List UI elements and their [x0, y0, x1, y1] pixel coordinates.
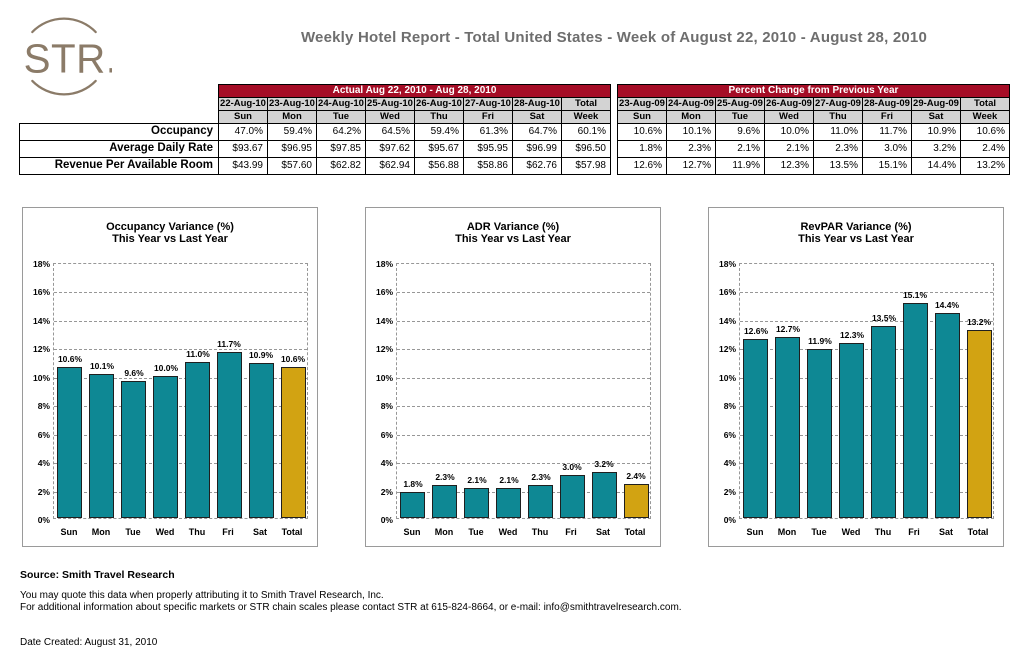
x-axis-category-label: Sun [403, 527, 421, 537]
chart-plot-area [739, 263, 994, 519]
table-corner-spacer [20, 111, 219, 124]
bar-total [967, 330, 992, 518]
day-header-cell: Mon [268, 111, 317, 124]
value-cell: $96.99 [513, 141, 562, 158]
gridline [397, 321, 650, 322]
value-cell: 15.1% [863, 158, 912, 175]
value-cell: 14.4% [912, 158, 961, 175]
y-axis-tick-label: 4% [37, 458, 50, 468]
day-header-cell: Thu [415, 111, 464, 124]
bar-value-label: 2.1% [467, 475, 487, 485]
y-axis-tick-label: 10% [375, 373, 393, 383]
date-header-cell: 28-Aug-10 [514, 98, 560, 110]
value-cell: 13.2% [961, 158, 1010, 175]
x-axis-category-label: Wed [841, 527, 861, 537]
footer-source: Source: Smith Travel Research [20, 569, 175, 581]
bar-value-label: 10.1% [89, 361, 115, 371]
x-axis-category-label: Thu [188, 527, 206, 537]
value-cell: $96.50 [562, 141, 611, 158]
chart-panel-revpar-variance [708, 207, 1004, 547]
x-axis-category-label: Sat [938, 527, 953, 537]
gridline [397, 378, 650, 379]
y-axis-tick-label: 18% [718, 259, 736, 269]
metric-row [20, 141, 1010, 158]
chart-title: Occupancy Variance (%) [106, 221, 234, 233]
chart-plot-area [396, 263, 651, 519]
date-header-cell: 23-Aug-09 [619, 98, 665, 110]
value-cell: $56.88 [415, 158, 464, 175]
x-axis-category-label: Total [281, 527, 303, 537]
date-header-cell: 25-Aug-09 [717, 98, 763, 110]
value-cell: 59.4% [415, 124, 464, 141]
value-cell: 12.7% [667, 158, 716, 175]
value-cell: 60.1% [562, 124, 611, 141]
y-axis-tick-label: 16% [375, 287, 393, 297]
bar-value-label: 11.9% [808, 336, 832, 346]
bar-value-label: 12.7% [775, 324, 801, 334]
value-cell: 2.1% [716, 141, 765, 158]
value-cell: $62.76 [513, 158, 562, 175]
bar-wed [839, 343, 864, 518]
metric-row [20, 124, 1010, 141]
y-axis-tick-label: 6% [380, 430, 393, 440]
date-header-cell: 23-Aug-10 [269, 98, 315, 110]
day-header-cell: Sat [513, 111, 562, 124]
y-axis-tick-label: 16% [32, 287, 50, 297]
bar-value-label: 11.0% [186, 349, 210, 359]
value-cell: 10.9% [912, 124, 961, 141]
bar-fri [903, 303, 928, 518]
bar-value-label: 10.9% [248, 350, 274, 360]
day-header-cell: Week [961, 111, 1010, 124]
str-logo-text: STR. [23, 35, 112, 82]
value-cell: 1.8% [618, 141, 667, 158]
bar-total [624, 484, 649, 518]
bar-sun [400, 492, 425, 518]
y-axis-tick-label: 10% [718, 373, 736, 383]
summary-table-container [19, 84, 1010, 175]
table-corner-spacer [20, 85, 219, 98]
bar-tue [464, 488, 489, 518]
bar-sat [935, 313, 960, 518]
bar-value-label: 10.6% [280, 354, 306, 364]
date-header-cell: 28-Aug-09 [864, 98, 910, 110]
day-header-cell: Week [562, 111, 611, 124]
y-axis-tick-label: 14% [718, 316, 736, 326]
section-gap [611, 98, 618, 111]
day-header-cell: Fri [464, 111, 513, 124]
value-cell: $57.98 [562, 158, 611, 175]
bar-value-label: 2.3% [435, 472, 455, 482]
bar-mon [775, 337, 800, 518]
chart-plot-area [53, 263, 308, 519]
y-axis-tick-label: 0% [723, 515, 736, 525]
date-header-cell: Total [562, 98, 611, 111]
y-axis-tick-label: 18% [375, 259, 393, 269]
bar-value-label: 2.3% [531, 472, 551, 482]
report-title: Weekly Hotel Report - Total United States - Week of August 22, 2010 - August 28, 2010 [300, 29, 928, 46]
section-header: Percent Change from Previous Year [618, 85, 1010, 98]
row-label: Revenue Per Available Room [20, 158, 219, 175]
y-axis-tick-label: 0% [37, 515, 50, 525]
value-cell: $57.60 [268, 158, 317, 175]
bar-fri [560, 475, 585, 518]
value-cell: $95.67 [415, 141, 464, 158]
y-axis-tick-label: 4% [380, 458, 393, 468]
bar-value-label: 3.2% [594, 459, 614, 469]
y-axis-tick-label: 4% [723, 458, 736, 468]
value-cell: 10.0% [765, 124, 814, 141]
row-label: Average Daily Rate [20, 141, 219, 158]
x-axis-category-label: Fri [908, 527, 920, 537]
bar-sat [249, 363, 274, 518]
bar-sun [743, 339, 768, 518]
value-cell: 61.3% [464, 124, 513, 141]
y-axis-tick-label: 14% [32, 316, 50, 326]
bar-thu [528, 485, 553, 518]
value-cell: 3.2% [912, 141, 961, 158]
bar-sun [57, 367, 82, 518]
chart-title: ADR Variance (%) [466, 221, 560, 233]
y-axis-tick-label: 12% [32, 344, 50, 354]
bar-value-label: 1.8% [403, 479, 423, 489]
value-cell: $97.62 [366, 141, 415, 158]
y-axis-tick-label: 2% [380, 487, 393, 497]
gridline [740, 292, 993, 293]
value-cell: 2.4% [961, 141, 1010, 158]
bar-value-label: 2.4% [626, 471, 646, 481]
y-axis-tick-label: 6% [37, 430, 50, 440]
weekly-summary-table [19, 84, 1010, 175]
bar-thu [871, 326, 896, 518]
bar-mon [432, 485, 457, 518]
x-axis-category-label: Sun [746, 527, 764, 537]
value-cell: 13.5% [814, 158, 863, 175]
x-axis-category-label: Tue [125, 527, 141, 537]
bar-fri [217, 352, 242, 518]
y-axis-tick-label: 14% [375, 316, 393, 326]
x-axis-category-label: Wed [155, 527, 175, 537]
value-cell: $62.82 [317, 158, 366, 175]
y-axis-tick-label: 2% [723, 487, 736, 497]
x-axis-category-label: Thu [874, 527, 892, 537]
y-axis-tick-label: 10% [32, 373, 50, 383]
gridline [397, 406, 650, 407]
chart-panel-adr-variance [365, 207, 661, 547]
value-cell: 59.4% [268, 124, 317, 141]
value-cell: 3.0% [863, 141, 912, 158]
date-header-cell: 27-Aug-10 [465, 98, 511, 110]
footer-contact-line: For additional information about specific markets or STR chain scales please contact STR at 615-824-8664, or e-mail: info@smithtravelresearch.com. [20, 602, 682, 613]
x-axis-category-label: Mon [91, 527, 111, 537]
x-axis-category-label: Thu [531, 527, 549, 537]
value-cell: 11.9% [716, 158, 765, 175]
bar-wed [496, 488, 521, 518]
value-cell: $62.94 [366, 158, 415, 175]
y-axis-tick-label: 18% [32, 259, 50, 269]
gridline [397, 292, 650, 293]
gridline [54, 321, 307, 322]
date-header-cell: 26-Aug-10 [416, 98, 462, 110]
gridline [54, 292, 307, 293]
date-header-cell: 27-Aug-09 [815, 98, 861, 110]
x-axis-category-label: Tue [468, 527, 484, 537]
y-axis-tick-label: 8% [37, 401, 50, 411]
value-cell: 64.7% [513, 124, 562, 141]
bar-tue [807, 349, 832, 518]
chart-panel-occupancy-variance [22, 207, 318, 547]
value-cell: 10.6% [618, 124, 667, 141]
day-header-cell: Tue [716, 111, 765, 124]
row-label: Occupancy [20, 124, 219, 141]
y-axis-tick-label: 8% [723, 401, 736, 411]
value-cell: $58.86 [464, 158, 513, 175]
date-header-cell: 29-Aug-09 [913, 98, 959, 110]
bar-value-label: 11.7% [217, 339, 241, 349]
date-header-cell: 22-Aug-10 [220, 98, 266, 110]
bar-wed [153, 376, 178, 518]
x-axis-category-label: Mon [777, 527, 797, 537]
value-cell: 64.2% [317, 124, 366, 141]
bar-value-label: 2.1% [499, 475, 519, 485]
x-axis-category-label: Total [624, 527, 646, 537]
value-cell: $97.85 [317, 141, 366, 158]
x-axis-category-label: Sun [60, 527, 78, 537]
section-gap [611, 141, 618, 158]
day-header-cell: Sun [219, 111, 268, 124]
day-header-cell: Tue [317, 111, 366, 124]
value-cell: $43.99 [219, 158, 268, 175]
value-cell: 11.0% [814, 124, 863, 141]
section-gap [611, 158, 618, 175]
bar-sat [592, 472, 617, 518]
x-axis-category-label: Wed [498, 527, 518, 537]
x-axis-category-label: Total [967, 527, 989, 537]
bar-mon [89, 374, 114, 518]
value-cell: 12.3% [765, 158, 814, 175]
charts-row [0, 207, 1024, 548]
chart-subtitle: This Year vs Last Year [455, 233, 571, 245]
bar-value-label: 12.6% [743, 326, 769, 336]
metric-row [20, 158, 1010, 175]
y-axis-tick-label: 12% [718, 344, 736, 354]
footer-date-created: Date Created: August 31, 2010 [20, 637, 158, 648]
y-axis-tick-label: 12% [375, 344, 393, 354]
table-corner-spacer [20, 98, 219, 111]
day-header-cell: Wed [366, 111, 415, 124]
section-gap [611, 124, 618, 141]
value-cell: $95.95 [464, 141, 513, 158]
day-header-cell: Sat [912, 111, 961, 124]
value-cell: $96.95 [268, 141, 317, 158]
date-header-cell: 26-Aug-09 [766, 98, 812, 110]
x-axis-category-label: Fri [565, 527, 577, 537]
date-header-cell: 24-Aug-10 [318, 98, 364, 110]
value-cell: 64.5% [366, 124, 415, 141]
bar-value-label: 9.6% [124, 368, 144, 378]
value-cell: 2.1% [765, 141, 814, 158]
y-axis-tick-label: 8% [380, 401, 393, 411]
bar-thu [185, 362, 210, 518]
value-cell: 11.7% [863, 124, 912, 141]
bar-value-label: 12.3% [839, 330, 865, 340]
bar-total [281, 367, 306, 518]
y-axis-tick-label: 0% [380, 515, 393, 525]
x-axis-category-label: Tue [811, 527, 827, 537]
section-gap [611, 85, 618, 98]
y-axis-tick-label: 6% [723, 430, 736, 440]
bar-value-label: 15.1% [902, 290, 928, 300]
bar-value-label: 10.6% [57, 354, 83, 364]
chart-subtitle: This Year vs Last Year [112, 233, 228, 245]
value-cell: 10.1% [667, 124, 716, 141]
gridline [397, 435, 650, 436]
value-cell: 9.6% [716, 124, 765, 141]
date-header-cell: 25-Aug-10 [367, 98, 413, 110]
chart-subtitle: This Year vs Last Year [798, 233, 914, 245]
bar-value-label: 14.4% [934, 300, 960, 310]
bar-value-label: 13.2% [966, 317, 992, 327]
bar-value-label: 3.0% [562, 462, 582, 472]
chart-title: RevPAR Variance (%) [800, 221, 912, 233]
value-cell: 47.0% [219, 124, 268, 141]
day-header-cell: Thu [814, 111, 863, 124]
value-cell: 2.3% [667, 141, 716, 158]
y-axis-tick-label: 16% [718, 287, 736, 297]
logo-top-arc [32, 19, 95, 32]
x-axis-category-label: Fri [222, 527, 234, 537]
bar-value-label: 10.0% [153, 363, 179, 373]
value-cell: 12.6% [618, 158, 667, 175]
date-header-cell: Total [961, 98, 1010, 111]
value-cell: $93.67 [219, 141, 268, 158]
day-header-cell: Sun [618, 111, 667, 124]
day-header-cell: Wed [765, 111, 814, 124]
date-header-cell: 24-Aug-09 [668, 98, 714, 110]
bar-tue [121, 381, 146, 518]
section-header: Actual Aug 22, 2010 - Aug 28, 2010 [219, 85, 611, 98]
value-cell: 10.6% [961, 124, 1010, 141]
footer-quote-line: You may quote this data when properly attributing it to Smith Travel Research, Inc. [20, 590, 384, 601]
x-axis-category-label: Mon [434, 527, 454, 537]
x-axis-category-label: Sat [595, 527, 610, 537]
bar-value-label: 13.5% [871, 313, 897, 323]
value-cell: 2.3% [814, 141, 863, 158]
section-gap [611, 111, 618, 124]
x-axis-category-label: Sat [252, 527, 267, 537]
y-axis-tick-label: 2% [37, 487, 50, 497]
gridline [397, 349, 650, 350]
day-header-cell: Mon [667, 111, 716, 124]
day-header-cell: Fri [863, 111, 912, 124]
